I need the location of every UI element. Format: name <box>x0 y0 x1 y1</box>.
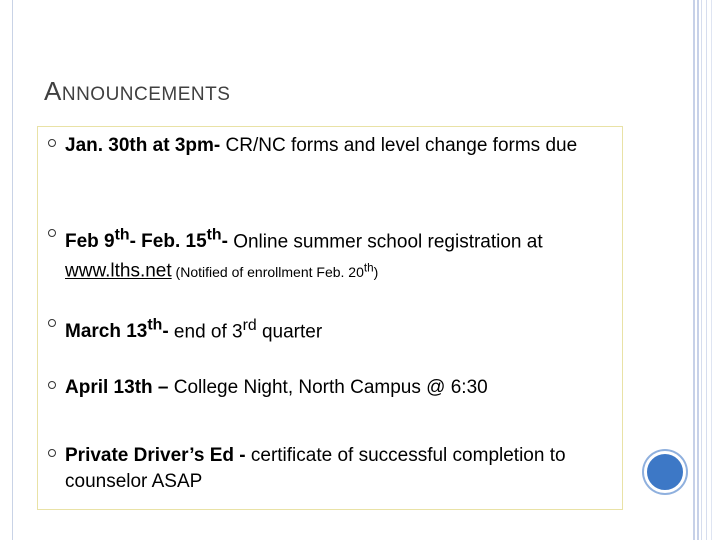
bullet-circle-icon <box>48 229 56 237</box>
announcement-date: April 13th – <box>65 377 169 398</box>
decorative-stripe <box>711 0 712 540</box>
decorative-stripe <box>697 0 699 540</box>
announcement-date <box>65 227 228 253</box>
date-part: - <box>221 231 228 253</box>
announcement-text <box>65 375 614 401</box>
announcement-detail: certificate of successful completion to counselor ASAP <box>65 445 566 492</box>
date-suffix: th <box>114 227 130 244</box>
left-frame-line <box>12 0 13 540</box>
bullet-circle-icon <box>48 449 56 457</box>
note-text: (Notified of enrollment Feb. 20 <box>171 263 364 280</box>
note-text: ) <box>373 263 379 280</box>
enrollment-note <box>171 261 379 280</box>
announcement-text <box>65 133 614 159</box>
bullet-circle-icon <box>48 319 56 327</box>
decorative-circle <box>644 451 686 493</box>
title-rest: NNOUNCEMENTS <box>61 84 231 105</box>
announcement-detail: CR/NC forms and level change forms due <box>220 135 578 156</box>
date-part: - <box>162 321 169 343</box>
decorative-stripe <box>706 0 707 540</box>
date-suffix: th <box>147 317 163 334</box>
bullet-circle-icon <box>48 139 56 147</box>
announcement-detail: quarter <box>256 321 323 343</box>
date-suffix: th <box>206 227 222 244</box>
title-initial: A <box>44 76 62 106</box>
announcement-detail: Online summer school registration at <box>227 231 543 253</box>
announcement-date: Jan. 30th at 3pm- <box>65 135 221 156</box>
announcement-detail: College Night, North Campus @ 6:30 <box>168 377 488 398</box>
announcement-date: Private Driver’s Ed - <box>65 445 246 466</box>
date-part: March 13 <box>65 321 148 343</box>
announcement-detail: end of 3 <box>168 321 243 343</box>
date-part: - Feb. 15 <box>129 231 207 253</box>
lths-link[interactable]: www.lths.net <box>65 260 172 282</box>
announcement-date <box>65 317 169 343</box>
decorative-stripe <box>693 0 695 540</box>
announcement-text <box>65 223 614 285</box>
ordinal-suffix: rd <box>242 317 257 334</box>
date-part: Feb 9 <box>65 231 115 253</box>
announcements-box <box>37 126 623 510</box>
announcement-text <box>65 443 614 495</box>
slide-title <box>44 76 230 110</box>
note-suffix: th <box>363 261 374 275</box>
announcement-text <box>65 313 614 345</box>
decorative-stripe <box>701 0 702 540</box>
bullet-circle-icon <box>48 381 56 389</box>
